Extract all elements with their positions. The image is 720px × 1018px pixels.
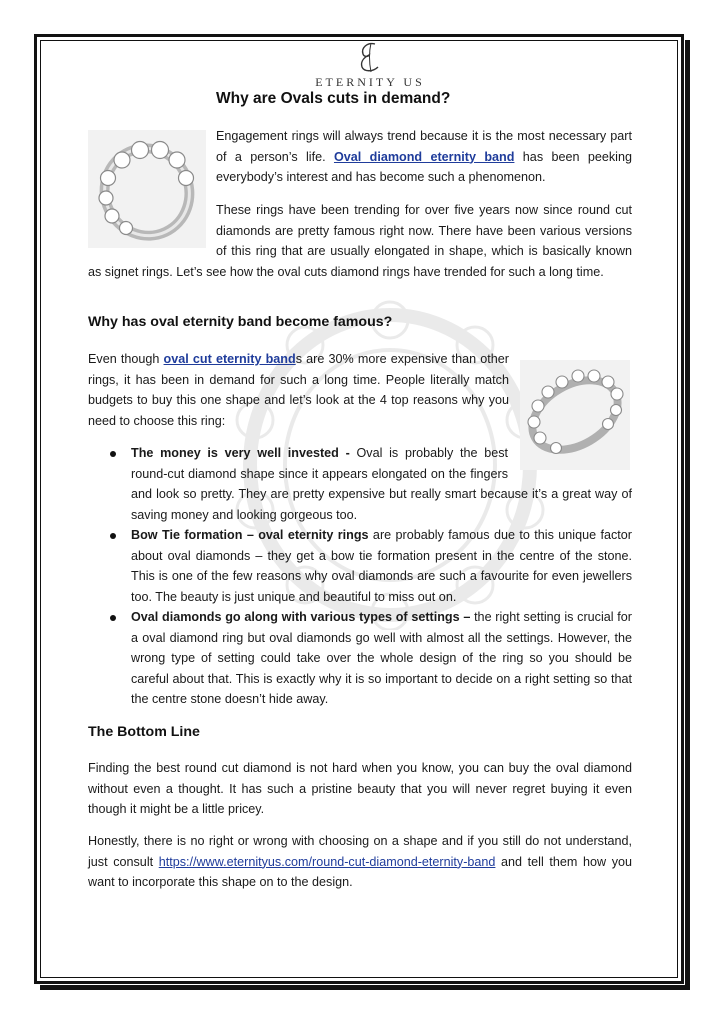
reason-item-settings	[88, 607, 632, 710]
intro-text-after: has been peeking everybody’s interest and has become such a phenomenon.	[216, 149, 632, 184]
eternityus-round-cut-link[interactable]: https://www.eternityus.com/round-cut-diamond-eternity-band	[158, 854, 496, 869]
famous-link-suffix: s	[295, 352, 302, 366]
section-heading-famous: Why has oval eternity band become famous?	[88, 314, 393, 330]
reason-heading: Oval diamonds go along with various types of settings –	[131, 610, 475, 624]
monogram-icon	[357, 40, 383, 74]
bullet-icon	[110, 533, 116, 539]
intro-text-before: Engagement rings will always trend because it is the most necessary part of a person’s life.	[216, 129, 632, 164]
article-title: Why are Ovals cuts in demand?	[216, 90, 451, 107]
reason-item-money	[88, 443, 632, 525]
bottom-text-before: Honestly, there is no right or wrong with choosing on a shape and if you still do not understand, just consult	[88, 834, 632, 869]
bullet-icon	[110, 451, 116, 457]
intro-paragraph-1	[216, 126, 632, 188]
reason-body: Oval is probably the best round-cut diamond shape since it appears elongated on the fingers and look so pretty. They are pretty expensive but really smart because it’s a great way of saving money and looking gorgeous too.	[131, 446, 632, 522]
oval-cut-eternity-band-link[interactable]: oval cut eternity band	[163, 352, 296, 366]
brand-name: ETERNITY US	[315, 75, 425, 89]
oval-diamond-eternity-band-link[interactable]: Oval diamond eternity band	[333, 149, 515, 164]
reason-item-bow-tie	[88, 525, 632, 607]
intro-paragraph-2-text: These rings have been trending for over five years now since round cut diamonds are pretty famous right now. There have been various versions of this ring that are usually elongated in shape, which is basically known as signet rings. Let’s see how the oval cuts diamond rings have trended for such a long time.	[88, 203, 632, 279]
reasons-list	[88, 443, 632, 710]
bottom-text-after: and tell them how you want to incorporate this shape on to the design.	[88, 854, 633, 889]
reason-heading: Bow Tie formation – oval eternity rings	[131, 528, 369, 542]
section-famous-paragraph	[88, 349, 509, 431]
reason-body: the right setting is crucial for a oval diamond ring but oval diamonds go well with almost all the settings. However, the wrong type of setting could take over the whole design of the ring so you should be careful about that. This is exactly why it is so important to decide on a right setting so that the centre stone doesn’t hide away.	[131, 610, 632, 706]
reason-body: are probably famous due to this unique factor about oval diamonds – they get a bow tie formation present in the centre of the stone. This is one of the few reasons why oval diamonds are such a favourite for even jewellers too. The beauty is just unique and beautiful to miss out on.	[131, 528, 632, 604]
bottom-line-paragraph-1: Finding the best round cut diamond is not hard when you know, you can buy the oval diamond without even a thought. It has such a pristine beauty that you will never regret buying it even though it might be a little pricey.	[88, 761, 632, 816]
section-heading-bottom-line: The Bottom Line	[88, 724, 200, 740]
intro-paragraph-2	[88, 200, 632, 282]
bullet-icon	[110, 615, 116, 621]
bottom-line-paragraph-2	[88, 831, 632, 893]
brand-logo	[300, 40, 440, 90]
famous-text-after: are 30% more expensive than other rings, it has been in demand for such a long time. People literally match budgets to buy this one shape and let’s look at the 4 top reasons why you need to choose this ring:	[88, 352, 509, 428]
famous-text-before: Even though	[88, 352, 164, 366]
reason-heading: The money is very well invested -	[131, 446, 357, 460]
